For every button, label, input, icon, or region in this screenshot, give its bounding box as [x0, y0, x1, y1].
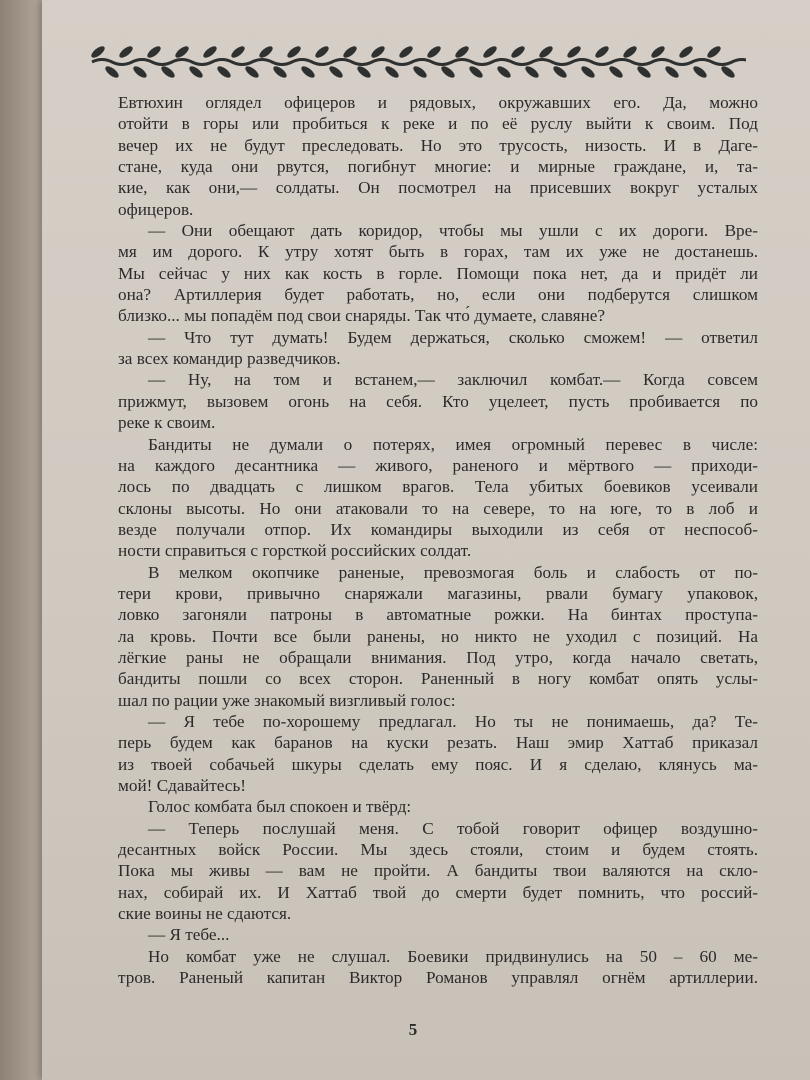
text-line: она? Артиллерия будет работать, но, если они подберутся слишком: [118, 285, 758, 305]
text-line: на каждого десантника — живого, раненого и мёртвого — приходи-: [118, 455, 758, 475]
laurel-branch-ornament-icon: [88, 38, 746, 82]
laurel-leaf: [565, 44, 582, 60]
text-line: Мы сейчас у них как кость в горле. Помощи пока нет, да и придёт ли: [118, 263, 758, 283]
laurel-leaf: [635, 64, 652, 80]
laurel-leaf: [453, 44, 470, 60]
laurel-leaf: [215, 64, 232, 80]
text-line: десантных войск России. Мы здесь стояли, стоим и будем стоять.: [118, 840, 758, 860]
text-line: лёгкие раны не обращали внимания. Под утро, когда начало светать,: [118, 647, 758, 667]
text-line: Голос комбата был спокоен и твёрд:: [148, 797, 412, 817]
text-line: Пока мы живы — вам не пройти. А бандиты твои валяются на скло-: [118, 861, 758, 881]
text-line: ла кровь. Почти все были ранены, но никто не уходил с позиций. На: [118, 626, 758, 646]
text-line: — Я тебе по-хорошему предлагал. Но ты не понимаешь, да? Те-: [148, 711, 758, 731]
text-line: ловко загоняли патроны в автоматные рожки. На бинтах проступа-: [118, 605, 758, 625]
text-line: мой! Сдавайтесь!: [118, 776, 247, 795]
laurel-leaf: [411, 64, 428, 80]
laurel-leaf: [355, 64, 372, 80]
text-line: В мелком окопчике раненые, превозмогая боль и слабость от по-: [148, 562, 758, 582]
laurel-leaf: [621, 44, 638, 60]
text-line: лось по двадцать с лишком врагов. Тела убитых боевиков усеивали: [118, 477, 758, 497]
laurel-leaf: [537, 44, 554, 60]
laurel-leaf: [201, 44, 218, 60]
laurel-leaf: [103, 64, 120, 80]
text-line: тери крови, привычно снаряжали магазины, рвали бумагу упаковок,: [118, 583, 758, 603]
text-line: за всех командир разведчиков.: [118, 349, 341, 369]
text-line: Бандиты не думали о потерях, имея огромный перевес в числе:: [148, 434, 758, 454]
laurel-leaf: [523, 64, 540, 80]
laurel-leaf: [187, 64, 204, 80]
laurel-leaf: [509, 44, 526, 60]
laurel-leaf: [607, 64, 624, 80]
laurel-leaf: [663, 64, 680, 80]
page-number: 5: [408, 1020, 418, 1039]
text-line: реке к своим.: [118, 413, 216, 433]
text-line: ские воины не сдаются.: [118, 904, 292, 924]
text-line: склоны высоты. Но они атаковали то на севере, то на юге, то в лоб и: [118, 498, 758, 518]
text-line: Евтюхин оглядел офицеров и рядовых, окружавших его. Да, можно: [118, 93, 758, 112]
body-text: [118, 92, 758, 988]
text-line: прижмут, вызовем огонь на себя. Кто уцелеет, пусть пробивается по: [118, 391, 758, 411]
text-line: Но комбат уже не слушал. Боевики придвинулись на 50 – 60 ме-: [148, 946, 758, 966]
laurel-leaf: [313, 44, 330, 60]
text-line: везде получали отпор. Их командиры выходили из себя от неспособ-: [118, 519, 758, 539]
text-line: — Ну, на том и встанем,— заключил комбат.— Когда совсем: [148, 370, 758, 390]
text-line: ности справиться с горсткой российских солдат.: [118, 541, 472, 561]
laurel-leaf: [369, 44, 386, 60]
text-line: кие, как они,— солдаты. Он посмотрел на присевших вокруг усталых: [118, 178, 758, 198]
laurel-leaf: [229, 44, 246, 60]
laurel-leaf: [551, 64, 568, 80]
laurel-leaf: [691, 64, 708, 80]
laurel-leaf: [131, 64, 148, 80]
laurel-leaf: [579, 64, 596, 80]
laurel-leaf: [299, 64, 316, 80]
laurel-leaf: [495, 64, 512, 80]
laurel-leaf: [159, 64, 176, 80]
laurel-leaf: [341, 44, 358, 60]
laurel-leaf: [327, 64, 344, 80]
laurel-leaf: [705, 44, 722, 60]
text-line: — Я тебе...: [148, 925, 230, 945]
laurel-leaf: [425, 44, 442, 60]
text-line: — Они обещают дать коридор, чтобы мы ушли с их дороги. Вре-: [148, 221, 758, 241]
laurel-leaf: [145, 44, 162, 60]
text-line: мя им дорого. К утру хотят быть в горах, там их уже не достанешь.: [118, 242, 758, 262]
laurel-leaf: [383, 64, 400, 80]
text-line: тров. Раненый капитан Виктор Романов управлял огнём артиллерии.: [118, 968, 758, 988]
laurel-leaf: [89, 44, 106, 60]
laurel-leaf: [285, 44, 302, 60]
text-line: — Что тут думать! Будем держаться, сколько сможем! — ответил: [148, 327, 758, 347]
text-line: шал по рации уже знакомый визгливый голос:: [118, 690, 456, 710]
laurel-leaf: [677, 44, 694, 60]
text-line: вечер их не будут преследовать. Но это трусость, низость. И в Даге-: [118, 135, 758, 155]
laurel-leaf: [467, 64, 484, 80]
laurel-leaf: [649, 44, 666, 60]
laurel-leaf: [439, 64, 456, 80]
laurel-leaf: [397, 44, 414, 60]
laurel-leaf: [481, 44, 498, 60]
laurel-leaf: [117, 44, 134, 60]
text-line: бандиты пошли со всех сторон. Раненный в ногу комбат опять услы-: [118, 669, 758, 689]
text-line: перь будем как баранов на куски резать. Наш эмир Хаттаб приказал: [118, 733, 758, 753]
laurel-leaf: [593, 44, 610, 60]
laurel-leaf: [243, 64, 260, 80]
text-line: — Теперь послушай меня. С тобой говорит офицер воздушно-: [148, 818, 758, 838]
laurel-leaf: [173, 44, 190, 60]
laurel-leaf: [271, 64, 288, 80]
text-line: нах, собирай их. И Хаттаб твой до смерти будет помнить, что россий-: [118, 882, 758, 902]
text-line: близко... мы попадём под свои снаряды. Так что́ думаете, славяне?: [118, 306, 606, 326]
text-line: офицеров.: [118, 199, 194, 219]
laurel-leaf: [719, 64, 736, 80]
text-line: стане, куда они рвутся, погибнут многие: и мирные граждане, и, та-: [118, 157, 758, 177]
text-line: отойти в горы или пробиться к реке и по её руслу выйти к своим. Под: [118, 114, 758, 134]
text-line: из твоей собачьей шкуры сделать ему пояс. И я сделаю, клянусь ма-: [118, 754, 758, 774]
laurel-leaf: [257, 44, 274, 60]
